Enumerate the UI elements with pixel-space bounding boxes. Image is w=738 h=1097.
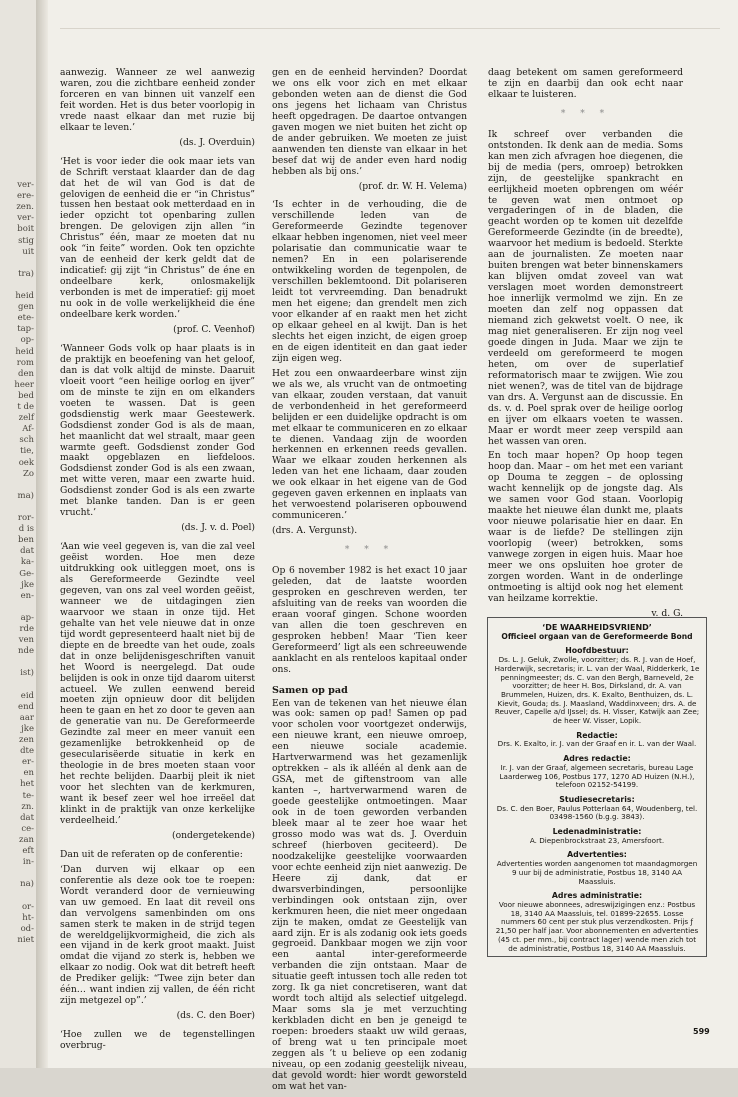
prev-page-fragment: niet bbox=[17, 934, 34, 945]
prev-page-fragment: d is bbox=[18, 524, 34, 535]
prev-page-fragment: den bbox=[18, 368, 34, 379]
quote-attribution: (ds. C. den Boer) bbox=[176, 1010, 255, 1022]
prev-page-fragment: ht- bbox=[22, 912, 34, 923]
prev-page-fragment: dte bbox=[20, 746, 34, 757]
paragraph: ‘Het is voor ieder die ook maar iets van de Schrift verstaat klaarder dan de dag dat het de wil van God is dat de gelovigen de eenheid die er “in Christus” tussen hen bestaat ook metterdaad en in ieder opzicht tot openbaring zullen brengen. De gelovigen zijn allen “in Christus” één, maar ze moeten dat nu ook “in feite” worden. Ook ten opzichte van de eenheid der kerk geldt dat de indicatief: gij zijt “in Christus” de éne en ondeelbare kerk, onlosmakelijk verbonden is met de imperatief: gij moet nu ook in de volle werkelijkheid die éne ondeelbare kerk worden.’ bbox=[60, 155, 255, 321]
paragraph: ‘Aan wie veel gegeven is, van die zal veel geëist worden. Hoe men deze uitdrukking ook uitleggen moet, ons is als Gereformeerde Gezindte veel gegeven, van ons zal veel worden geëist, wanneer we de uitdagingen zien waarvoor we staan in onze tijd. Het gehalte van het vele nieuwe dat in onze tijd wordt gepresenteerd haalt niet bij de diepte en de breedte van het oude, zoals dat in onze belijdenisgeschriften vanuit het Woord is neergelegd. Dat oude belijden is ook in onze tijd daarom uiterst actueel. We zullen eenwend bereid moeten zijn opnieuw door dit belijden heen te gaan en het zo door te geven aan de generatie van nu. De Gereformeerde Gezindte zal meer en meer vanuit een gezamenlijke betrokkenheid op de gesecularisëerde situatie in kerk en theologie in de bres moeten staan voor het rechte belijden. Daarbij pleit ik niet voor het slechten van de kerkmuren, want ik besef zeer wel hoe irreëel dat klinkt in de praktijk van onze kerkelijke verdeelheid.’ bbox=[60, 541, 255, 826]
prev-page-fragment: Zo bbox=[22, 468, 34, 479]
top-rule bbox=[60, 28, 720, 29]
prev-page-fragment: te- bbox=[22, 790, 34, 801]
prev-page-fragment: op- bbox=[20, 335, 34, 346]
quote-attribution: (prof. C. Veenhof) bbox=[173, 323, 255, 335]
prev-page-fragment: ben bbox=[18, 535, 34, 546]
prev-page-fragment: t de bbox=[17, 402, 34, 412]
prev-page-fragment: ere- bbox=[17, 191, 34, 202]
prev-page-fragment: ist) bbox=[20, 668, 34, 679]
prev-page-fragment: dat bbox=[20, 546, 34, 557]
prev-page-fragment: er- bbox=[22, 757, 34, 768]
prev-page-fragment: na) bbox=[20, 879, 34, 890]
colophon-subtitle: Officieel orgaan van de Gereformeerde Bond bbox=[501, 631, 693, 641]
prev-page-fragment: tie, bbox=[20, 446, 34, 457]
prev-page-fragment: en bbox=[23, 768, 34, 779]
prev-page-fragment: tap- bbox=[17, 324, 34, 335]
prev-page-fragment: end bbox=[18, 701, 34, 712]
prev-page-fragment: uit bbox=[22, 246, 34, 257]
prev-page-fragment: oek bbox=[18, 457, 34, 468]
paragraph: Ik schreef over verbanden die ontstonden. Ik denk aan de media. Soms kan men zich afvragen hoe diegenen, die bij de media (pers, omroep) betrokken zijn, de geestelijke spankracht en eerlijkheid moeten opbrengen om wéér te geven wat men ontmoet op vergaderingen of in de bladen, die geacht worden op te komen uit dezelfde Gereformeerde Gezindte (in de breedte), waarvoor het medium is bedoeld. Sterkte aan de journalisten. Ze moeten naar buiten brengen wat beter binnenskamers kan blijven omdat zoveel van wat verslagen moet worden demonstreert hoe innerlijk vermolmd we zijn. En ze moeten dan zelf nog oppassen dat niemand zich gekwetst voelt. O nee, ik mag niet generaliseren. Er zijn nog veel goede dingen in Juda. Maar we zijn te verdeeld om gereformeerd te mogen heten, om over de superlatief reformatorisch maar te zwijgen. Wie zou niet wenen?, was de titel van de bijdrage van drs. A. Vergunst aan de discussie. En ds. v. d. Poel sprak over de heilige oorlog en ijver om elkaars voeten te wassen. Maar er wordt meer zeep verspild aan het wassen van oren. bbox=[488, 128, 683, 447]
prev-page-fragment: zen. bbox=[16, 202, 34, 213]
colophon-text: Ds. L. J. Geluk, Zwolle, voorzitter; ds. R. J. van de Hoef, Harderwijk, secretaris; ir. L. van der Waal, Ridderkerk, 1e penningmeester; ds. C. van den Bergh, Barneveld, 2e voorzitter; de heer H. Bos, Dirksland, dr. A. van Brummelen, Huizen, drs. K. Exalto, Benthuizen, ds. L. Kievit, Gouda; ds. J. Maasland, Waddinxveen; drs. A. de Reuver, Capelle a/d IJssel; ds. H. Visser, Katwijk aan Zee; de heer W. Visser, Lopik. bbox=[494, 655, 700, 726]
prev-page-fragment: ror- bbox=[17, 513, 34, 523]
paragraph: ‘Hoe zullen we de tegenstellingen overbrug- bbox=[60, 1029, 255, 1052]
colophon-heading: Adres redactie: bbox=[563, 754, 631, 764]
prev-page-fragment: ven bbox=[18, 635, 34, 646]
quote-attribution: (ds. J. v. d. Poel) bbox=[181, 522, 255, 534]
prev-page-fragment: bed bbox=[18, 390, 34, 401]
prev-page-fragment: heid bbox=[15, 291, 34, 301]
prev-page-fragment: het bbox=[20, 779, 34, 790]
prev-page-fragment: jke bbox=[21, 579, 34, 590]
prev-page-fragment: od- bbox=[20, 923, 34, 934]
prev-page-fragment: Af- bbox=[22, 424, 34, 435]
prev-page-fragment: eid bbox=[20, 690, 34, 701]
prev-page-fragment: zelf bbox=[18, 413, 34, 424]
prev-page-fragment: stig bbox=[18, 235, 34, 246]
colophon-heading: Redactie: bbox=[576, 730, 618, 740]
colophon-text: Advertenties worden aangenomen tot maandagmorgen 9 uur bij de administratie, Postbus 18, 3140 AA Maassluis. bbox=[496, 859, 698, 886]
binding-fold bbox=[36, 0, 48, 1068]
colophon-box bbox=[487, 617, 707, 957]
prev-page-fragment: aar bbox=[19, 712, 34, 723]
prev-page-fragment: rde bbox=[19, 624, 34, 634]
prev-page-fragment: ka- bbox=[20, 557, 34, 568]
section-separator: * * * bbox=[344, 545, 395, 556]
prev-page-fragment: en- bbox=[20, 590, 34, 601]
colophon-heading: Adres administratie: bbox=[551, 891, 643, 901]
colophon-heading: Hoofdbestuur: bbox=[565, 646, 629, 656]
prev-page-fragment: Ge- bbox=[19, 568, 34, 579]
section-separator: * * * bbox=[560, 108, 611, 119]
column-3 bbox=[488, 68, 683, 628]
prev-page-fragment: heer bbox=[14, 379, 34, 390]
paragraph: gen en de eenheid hervinden? Doordat we ons elk voor zich en met elkaar gebonden weten aan de dienst die God ons jegens het lichaam van Christus heeft opgedragen. De daartoe ontvangen gaven mogen we niet buiten het zicht op de ander gebruiken. We moeten ze juist aanwenden ten dienste van elkaar in het besef dat wij de ander even hard nodig hebben als bij ons.’ bbox=[272, 67, 467, 177]
column-1 bbox=[60, 68, 255, 1056]
prev-page-fragment: or- bbox=[21, 901, 34, 912]
prev-page-fragment: boit bbox=[17, 224, 34, 235]
quote-attribution: (ds. J. Overduin) bbox=[179, 136, 255, 148]
colophon-sections bbox=[494, 647, 700, 953]
prev-page-fragment: rom bbox=[16, 357, 34, 368]
colophon-text: Drs. K. Exalto, ir. J. van der Graaf en ir. L. van der Waal. bbox=[497, 739, 697, 749]
prev-page-fragment: ma) bbox=[17, 490, 34, 501]
prev-page-fragment: gen bbox=[18, 302, 34, 313]
paragraph: Het zou een onwaardeerbare winst zijn we als we, als vrucht van de ontmoeting van elkaar, zouden verstaan, dat vanuit de verbondenheid in het gereformeerd belijden er een duidelijke opdracht is om met elkaar te communiceren en zo elkaar te dienen. Vandaag zijn de woorden herkennen en erkennen reeds gevallen. Waar we elkaar zouden herkennen als leden van het ene lichaam, daar zouden we ook elkaar in het eigene van de God gegeven gaven erkennen en inplaats van het verwoestend polariseren opbouwend communiceren.’ bbox=[272, 367, 467, 522]
colophon-title: ‘DE WAARHEIDSVRIEND’ bbox=[542, 623, 652, 632]
paragraph: ‘Dan durven wij elkaar op een conferentie als deze ook toe te roepen: Wordt veranderd door de vernieuwing van uw gemoed. En laat dit reveil ons dan vervolgens samenbinden om ons samen sterk te maken in de strijd tegen de wereldgelijkvormigheid, die zich als een vijand in de kerk groot maakt. Juist omdat die vijand zo sterk is, hebben we elkaar zo nodig. Ook wat dit betreft heeft de Prediker gelijk: “Twee zijn beter dan één… want indien zij vallen, de één richt zijn metgezel op”.’ bbox=[60, 863, 255, 1007]
paragraph: ‘Wanneer Gods volk op haar plaats is in de praktijk en beoefening van het geloof, dan is dat volk altijd de minste. Daaruit vloeit voort “een heilige oorlog en ijver” om de minste te zijn en om elkanders voeten te wassen. Dat is geen godsdienstig werk maar Geestewerk. Godsdienst zonder God is als de maan, het maanlicht dat wel straalt, maar geen warmte geeft. Godsdienst zonder God maakt opgeblazen en liefdeloos. Godsdienst zonder God is als een zwaan, met witte veren, maar een zwarte huid. Godsdienst zonder God is als een zwarte met blanke tanden. Dan is er geen vrucht.’ bbox=[60, 342, 255, 519]
paragraph: Een van de tekenen van het nieuwe élan was ook: samen op pad! Samen op pad voor scholen voor voortgezet onderwijs, een nieuwe krant, een nieuwe omroep, een nieuwe sociale academie. Hartverwarmend was het gezamenlijk optrekken – als ik alléén al denk aan de GSA, met de giftenstroom van alle kanten –, hartverwarmend waren de goede geestelijke ontmoetingen. Maar ook in de toen geworden verbanden bleek maar al te zeer hoe waar het grosso modo was wat ds. J. Overduin schreef (hierboven geciteerd). De noodzakelijke geestelijke voorwaarden voor echte eenheid zijn niet aanwezig. De Heere zij dank, dat er dwarsverbindingen, persoonlijke verbindingen ook ontstaan zijn, over kerkmuren heen, die niet meer ongedaan zijn te maken, omdat ze Geestelijk van aard zijn. Er is als zodanig ook iets goeds gegroeid. Dankbaar mogen we zijn voor een aantal inter-gereformeerde verbanden die zijn ontstaan. Maar de situatie geeft intussen toch alle reden tot zorg. Ik ga niet concretiseren, want dat wordt toch altijd als selectief uitgelegd. Maar soms sla je met verzuchting kerkbladen dicht en ben je geneigd te roepen: broeders staakt uw wild geraas, of breng wat u ten principale moet zeggen als ’t u believe op een zodanig niveau, op een zodanig geestelijk niveau, dat gevold wordt: hier wordt geworsteld om wat het van- bbox=[272, 697, 467, 1092]
prev-page-fragment: sch bbox=[19, 435, 34, 446]
page-number: 599 bbox=[693, 1027, 710, 1036]
prev-page-fragment: nde bbox=[18, 646, 34, 657]
prev-page-fragment: ete- bbox=[17, 313, 34, 324]
prev-page-fragment: eft bbox=[22, 846, 34, 856]
section-heading: Samen op pad bbox=[272, 684, 348, 696]
paragraph: Dan uit de referaten op de conferentie: bbox=[60, 848, 243, 860]
colophon-heading: Ledenadministratie: bbox=[552, 827, 642, 837]
prev-page-fragment: zn. bbox=[21, 801, 34, 812]
prev-page-fragment: ver- bbox=[17, 213, 34, 224]
quote-attribution: (ondergetekende) bbox=[171, 829, 255, 841]
paragraph: daag betekent om samen gereformeerd te zijn en daarbij dan ook echt naar elkaar te luisteren. bbox=[488, 67, 683, 100]
prev-page-fragment: dat bbox=[20, 812, 34, 823]
colophon-heading: Studiesecretaris: bbox=[559, 794, 635, 804]
prev-page-fragment: zan bbox=[18, 834, 34, 845]
column-2 bbox=[272, 68, 467, 1097]
prev-page-fragment: ap- bbox=[20, 612, 34, 623]
colophon-heading: Advertenties: bbox=[567, 850, 627, 860]
colophon-text: A. Diepenbrockstraat 23, Amersfoort. bbox=[529, 835, 665, 845]
colophon-text: Voor nieuwe abonnees, adreswijzigingen enz.: Postbus 18, 3140 AA Maassluis, tel. 01899-22655. Losse nummers 60 cent per stuk plus verzendkosten. Prijs ƒ 21,50 per half jaar. Voor abonnementen en advertenties (45 ct. per mm., bij contract lager) wende men zich tot de administratie, Postbus 18, 3140 AA Maassluis. bbox=[495, 899, 699, 953]
previous-page-edge bbox=[0, 0, 38, 1068]
prev-page-fragment: heid bbox=[15, 346, 34, 357]
prev-page-fragment: ver- bbox=[17, 180, 34, 190]
colophon-text: Ir. J. van der Graaf, algemeen secretaris, bureau Lage Laarderweg 106, Postbus 177, 1270 AD Huizen (N.H.), telefoon 02152-54199. bbox=[499, 762, 695, 790]
paragraph: ‘Is echter in de verhouding, die de verschillende leden van de Gereformeerde Gezindte tegenover elkaar hebben ingenomen, niet veel meer polarisatie dan communicatie waar te nemen? En in een polariserende ontwikkeling worden de tegenpolen, de verschillen beklemtoond. Dit polariseren leidt tot vervreemding. Dan benadrukt men het eigene; dan grendelt men zich voor elkander af en raakt men het zicht op elkaar geheel en al kwijt. Dan is het slechts het eigen inzicht, de eigen groep en de eigen identiteit en dan gaat ieder zijn eigen weg. bbox=[272, 199, 467, 364]
prev-page-fragment: in- bbox=[22, 857, 34, 868]
paragraph: Op 6 november 1982 is het exact 10 jaar geleden, dat de laatste woorden gesproken en geschreven werden, ter afsluiting van de reeks van woorden die eraan vooraf gingen. Schone woorden van allen die toen geschreven en gesproken hebben! Maar ‘Tien keer Gereformeerd’ ligt als een schreeuwende aanklacht en als renteloos kapitaal onder ons. bbox=[272, 565, 467, 675]
prev-page-fragment: ce- bbox=[21, 823, 34, 834]
paragraph: aanwezig. Wanneer ze wel aanwezig waren, zou die zichtbare eenheid zonder forceren en van binnen uit vanzelf een feit worden. Het is dus beter voorlopig in vrede naast elkaar dan met ruzie bij elkaar te leven.’ bbox=[60, 67, 255, 133]
prev-page-fragment: tra) bbox=[18, 268, 34, 279]
colophon-text: Ds. C. den Boer, Paulus Potterlaan 64, Woudenberg, tel. 03498-1560 (b.g.g. 3843). bbox=[496, 803, 698, 822]
paragraph: En toch maar hopen? Op hoop tegen hoop dan. Maar – om het met een variant op Douma te zeggen – de oplossing wacht kennelijk op de jongste dag. Als we samen voor God staan. Voorlopig maakte het nieuwe élan dunkt me, plaats voor nieuwe polarisatie hier en daar. En waar is de liefde? De stellingen zijn voorlopig (weer) betrokken, soms vanwege zorgen in eigen huis. Maar hoe meer we ons opsluiten hoe groter de zorgen worden. Want in de onderlinge ontmoeting is altijd ook nog het element van heilzame korrektie. bbox=[488, 450, 683, 604]
quote-attribution: v. d. G. bbox=[651, 607, 683, 619]
paragraph: (drs. A. Vergunst). bbox=[272, 525, 358, 537]
prev-page-fragment: jke bbox=[21, 723, 34, 734]
quote-attribution: (prof. dr. W. H. Velema) bbox=[358, 180, 467, 192]
prev-page-fragment: zen bbox=[19, 735, 34, 745]
